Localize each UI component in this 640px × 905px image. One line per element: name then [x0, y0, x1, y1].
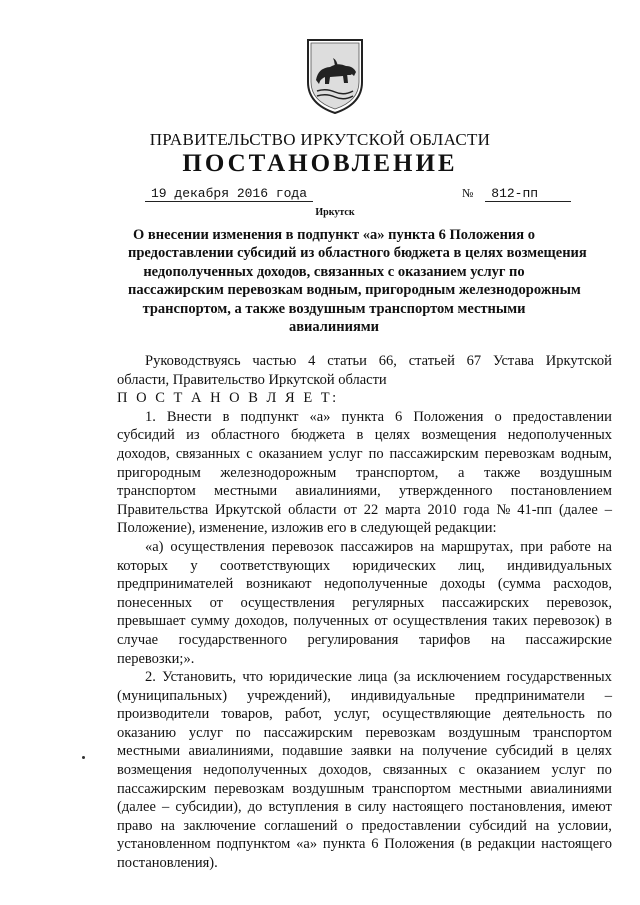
body-word: (в — [460, 836, 472, 853]
body-word: регулирования — [307, 631, 399, 648]
body-line — [117, 705, 612, 724]
body-word: транспортом — [533, 724, 612, 741]
body-word: от — [343, 501, 357, 518]
body-word: маршрутах, — [441, 538, 514, 555]
body-word: области — [288, 501, 337, 518]
body-word: по — [596, 706, 612, 723]
body-line: постановления). — [117, 855, 218, 872]
body-line: области, Правительство Иркутской области — [117, 371, 387, 388]
resolution-word: П О С Т А Н О В Л Я Е Т: — [117, 390, 339, 407]
body-word: государственных — [506, 669, 612, 686]
body-word: подавшие — [282, 743, 343, 760]
body-word: – — [604, 501, 612, 518]
body-word: пригородным — [117, 464, 201, 481]
body-word: Внести — [166, 408, 212, 425]
body-word: связанных — [382, 762, 448, 779]
body-word: местными — [117, 743, 181, 760]
body-word: доходы — [440, 576, 486, 593]
body-word: оказанием — [476, 762, 541, 779]
body-word: превышает — [117, 613, 186, 630]
body-word: заключение — [183, 817, 256, 834]
body-word: с — [458, 762, 466, 779]
document-body — [117, 352, 612, 873]
body-line — [117, 668, 612, 687]
document-number — [462, 186, 571, 202]
body-word: доходов, — [318, 762, 372, 779]
body-word: постановлением — [510, 483, 612, 500]
body-word: авиалиниями — [530, 780, 612, 797]
body-word: «а» — [309, 408, 331, 425]
body-word: предоставлении — [512, 408, 612, 425]
body-word: авиалиниями, — [295, 483, 381, 500]
body-line — [117, 557, 612, 576]
body-word: воздушным — [292, 780, 365, 797]
body-word: в — [561, 743, 569, 760]
body-word: до — [247, 799, 263, 816]
body-word: перевозкам — [365, 724, 436, 741]
body-word: осуществления — [240, 594, 335, 611]
body-word: на — [420, 538, 435, 555]
body-word: вступления — [268, 799, 339, 816]
body-word: возмещения — [117, 762, 192, 779]
body-word: исключением — [416, 669, 501, 686]
body-word: местными — [459, 780, 523, 797]
body-word: (далее — [117, 799, 156, 816]
body-word: субсидии), — [175, 799, 242, 816]
title-line: пассажирским перевозкам водным, пригородным железнодорожным — [128, 282, 581, 299]
body-word: пассажирским — [117, 780, 207, 797]
body-word: при — [520, 538, 543, 555]
body-word: местными — [214, 483, 278, 500]
body-word: осуществляющие — [382, 706, 491, 723]
body-word: целях — [576, 743, 612, 760]
body-word: на — [399, 743, 414, 760]
body-line: перевозки;». — [117, 650, 195, 667]
body-word: условии, — [557, 817, 612, 834]
body-word: о — [345, 817, 354, 834]
body-word: деятельность — [502, 706, 585, 723]
body-line — [117, 612, 612, 631]
body-line — [117, 761, 612, 780]
body-word: перевозок, — [546, 594, 612, 611]
body-word: транспортом — [117, 483, 196, 500]
body-word: постановления, — [469, 799, 566, 816]
body-word: пассажирским — [263, 724, 353, 741]
body-word: воздушным — [540, 464, 612, 481]
body-word: услуг — [188, 724, 223, 741]
body-line: Положение), изменение, изложив его в следующей редакции: — [117, 520, 497, 537]
body-word: перевозкам — [484, 445, 555, 462]
body-word: года — [463, 501, 490, 518]
body-word: юридические — [269, 669, 352, 686]
body-line — [117, 426, 612, 445]
body-word: из — [186, 427, 200, 444]
body-word: работ, — [284, 706, 322, 723]
body-word: транспортом — [372, 780, 451, 797]
body-word: статьи — [327, 353, 367, 369]
body-word: лица — [358, 669, 388, 686]
body-word: силу — [357, 799, 387, 816]
body-word: 1. — [145, 408, 156, 425]
body-word: водным, — [560, 445, 612, 462]
body-word: подпункт — [240, 408, 299, 425]
body-word: целях — [374, 427, 411, 444]
body-line — [117, 798, 612, 817]
body-word: доходов, — [117, 445, 170, 462]
body-word: случае — [117, 631, 159, 648]
body-word: авиалиниями, — [188, 743, 274, 760]
body-word: тарифов — [418, 631, 471, 648]
body-word: пассажирским — [389, 445, 479, 462]
body-word: 67 — [466, 353, 482, 369]
body-word: на — [597, 538, 612, 555]
body-word: Устава — [492, 353, 534, 369]
margin-dot — [82, 756, 85, 759]
title-line: недополученных доходов, связанных с оказанием услуг по — [143, 263, 525, 280]
body-word: по — [368, 445, 384, 462]
body-line — [117, 501, 612, 520]
body-word: заявки — [350, 743, 392, 760]
number-value: 812-пп — [485, 186, 571, 202]
body-word: перевозок) — [533, 613, 600, 630]
body-line — [117, 594, 612, 613]
body-word: государственного — [178, 631, 287, 648]
body-word: – — [162, 799, 170, 816]
body-word: Иркутской — [545, 353, 612, 369]
body-word: (муниципальных) — [117, 687, 228, 704]
body-word: утвержденного — [399, 483, 493, 500]
body-word: регулярных — [352, 594, 425, 611]
title-line: авиалиниями — [288, 319, 380, 336]
body-word: юридических — [352, 557, 437, 574]
body-word: полученных — [293, 613, 369, 630]
body-word: предприниматели — [474, 687, 585, 704]
body-word: соглашений — [264, 817, 338, 834]
body-word: недополученные — [324, 576, 428, 593]
body-line — [117, 835, 612, 854]
title-line: О внесении изменения в подпункт «а» пункта 6 Положения о — [132, 227, 536, 243]
title-line: транспортом, а также воздушным транспортом местными — [142, 300, 526, 317]
body-word: на — [160, 817, 175, 834]
body-word: от — [374, 613, 388, 630]
body-word: понесенных — [117, 594, 193, 611]
body-word: имеют — [571, 799, 612, 816]
document-date: 19 декабря 2016 года — [145, 186, 313, 202]
title-line: предоставлении субсидий из областного бюджета в целях возмещения — [128, 245, 587, 262]
body-word: 4 — [308, 353, 316, 369]
body-word: учреждений), — [247, 687, 331, 704]
body-word: индивидуальные — [350, 687, 455, 704]
body-word: воздушным — [448, 724, 521, 741]
body-word: (за — [393, 669, 411, 686]
body-line — [117, 538, 612, 557]
body-word: железнодорожным — [220, 464, 337, 481]
body-word: перевозок — [271, 538, 334, 555]
body-word: транспортом, — [355, 464, 439, 481]
body-word: сумму — [190, 613, 230, 630]
body-word: соответствующих — [219, 557, 331, 574]
body-word: недополученных — [507, 427, 612, 444]
body-word: № — [496, 501, 511, 518]
body-word: лиц, — [458, 557, 485, 574]
body-word: субсидий — [469, 817, 527, 834]
body-line — [117, 408, 612, 427]
body-word: о — [494, 408, 502, 425]
body-word: связанных — [175, 445, 241, 462]
document-type: ПОСТАНОВЛЕНИЕ — [182, 150, 458, 177]
body-line — [117, 780, 612, 799]
body-word: пассажирских — [441, 594, 530, 611]
body-word: услуг — [328, 445, 363, 462]
body-line — [117, 687, 612, 706]
body-word: 2. — [145, 669, 156, 686]
body-word: в — [356, 427, 364, 444]
body-word: в — [344, 799, 352, 816]
body-word: недополученных — [203, 762, 308, 779]
body-line — [117, 445, 612, 464]
body-word: редакции — [477, 836, 536, 853]
body-word: областного — [211, 427, 280, 444]
body-word: 66, — [378, 353, 397, 369]
body-word: Положения — [413, 408, 484, 425]
body-word: Руководствуясь — [145, 353, 241, 369]
body-word: (далее — [558, 501, 598, 518]
body-word: Иркутской — [215, 501, 282, 518]
body-word: оказанию — [117, 724, 177, 741]
body-word: настоящего — [541, 836, 612, 853]
body-word: предпринимателей — [117, 576, 234, 593]
number-label: № — [462, 186, 474, 200]
body-word: с — [246, 445, 253, 462]
body-word: таких — [492, 613, 528, 630]
body-word: субсидий — [117, 427, 175, 444]
body-line — [117, 482, 612, 501]
document-title — [128, 226, 587, 336]
body-word: осуществления — [170, 538, 265, 555]
body-word: от — [209, 594, 223, 611]
body-word: а — [458, 464, 465, 481]
government-name: ПРАВИТЕЛЬСТВО ИРКУТСКОЙ ОБЛАСТИ — [149, 130, 491, 149]
body-word: бюджета — [291, 427, 346, 444]
body-line — [117, 631, 612, 650]
body-word: услуг, — [334, 706, 371, 723]
body-word: «а) — [145, 538, 164, 555]
body-word: индивидуальных — [507, 557, 612, 574]
body-word: производители — [117, 706, 210, 723]
body-word: настоящего — [392, 799, 464, 816]
body-line — [117, 742, 612, 761]
body-word: – — [604, 687, 612, 704]
body-word: (сумма — [497, 576, 541, 593]
body-word: в — [605, 613, 612, 630]
body-word: Установить, — [162, 669, 237, 686]
body-word: пункта — [322, 836, 366, 853]
body-line — [117, 724, 612, 743]
body-word: предоставлении — [361, 817, 461, 834]
body-word: осуществления — [392, 613, 488, 630]
body-word: товаров, — [221, 706, 273, 723]
body-word: на — [535, 817, 550, 834]
body-word: возникают — [245, 576, 312, 593]
document-city: Иркутск — [315, 207, 355, 218]
body-word: установленном — [117, 836, 211, 853]
body-word: пункта — [341, 408, 385, 425]
body-word: работе — [549, 538, 591, 555]
body-word: 2010 — [427, 501, 457, 518]
body-word: возмещения — [421, 427, 497, 444]
body-word: у — [190, 557, 198, 574]
body-word: частью — [252, 353, 297, 369]
body-word: Правительства — [117, 501, 209, 518]
body-word: что — [242, 669, 264, 686]
body-word: доходов, — [235, 613, 288, 630]
body-word: по — [596, 762, 612, 779]
body-word: 22 — [363, 501, 379, 518]
body-word: марта — [385, 501, 421, 518]
body-word: 6 — [371, 836, 379, 853]
body-word: 6 — [395, 408, 403, 425]
body-word: субсидий — [495, 743, 554, 760]
body-word: услуг — [551, 762, 586, 779]
body-word: получение — [422, 743, 488, 760]
body-word: подпунктом — [216, 836, 291, 853]
body-word: 41-пп — [517, 501, 553, 518]
body-word: по — [235, 724, 251, 741]
body-line — [117, 352, 612, 371]
body-word: в — [222, 408, 230, 425]
body-word: право — [117, 817, 153, 834]
body-word: на — [490, 631, 506, 648]
body-word: Положения — [384, 836, 455, 853]
body-word: оказанием — [258, 445, 323, 462]
irkutsk-coat-of-arms-icon — [300, 36, 370, 116]
body-word: перевозкам — [214, 780, 285, 797]
body-line — [117, 464, 612, 483]
body-line — [117, 575, 612, 594]
body-word: статьей — [408, 353, 455, 369]
body-word: пассажиров — [340, 538, 414, 555]
body-line — [117, 817, 612, 836]
body-word: расходов, — [553, 576, 612, 593]
body-word: пассажирские — [525, 631, 612, 648]
body-word: «а» — [296, 836, 318, 853]
body-word: которых — [117, 557, 169, 574]
body-word: также — [484, 464, 521, 481]
